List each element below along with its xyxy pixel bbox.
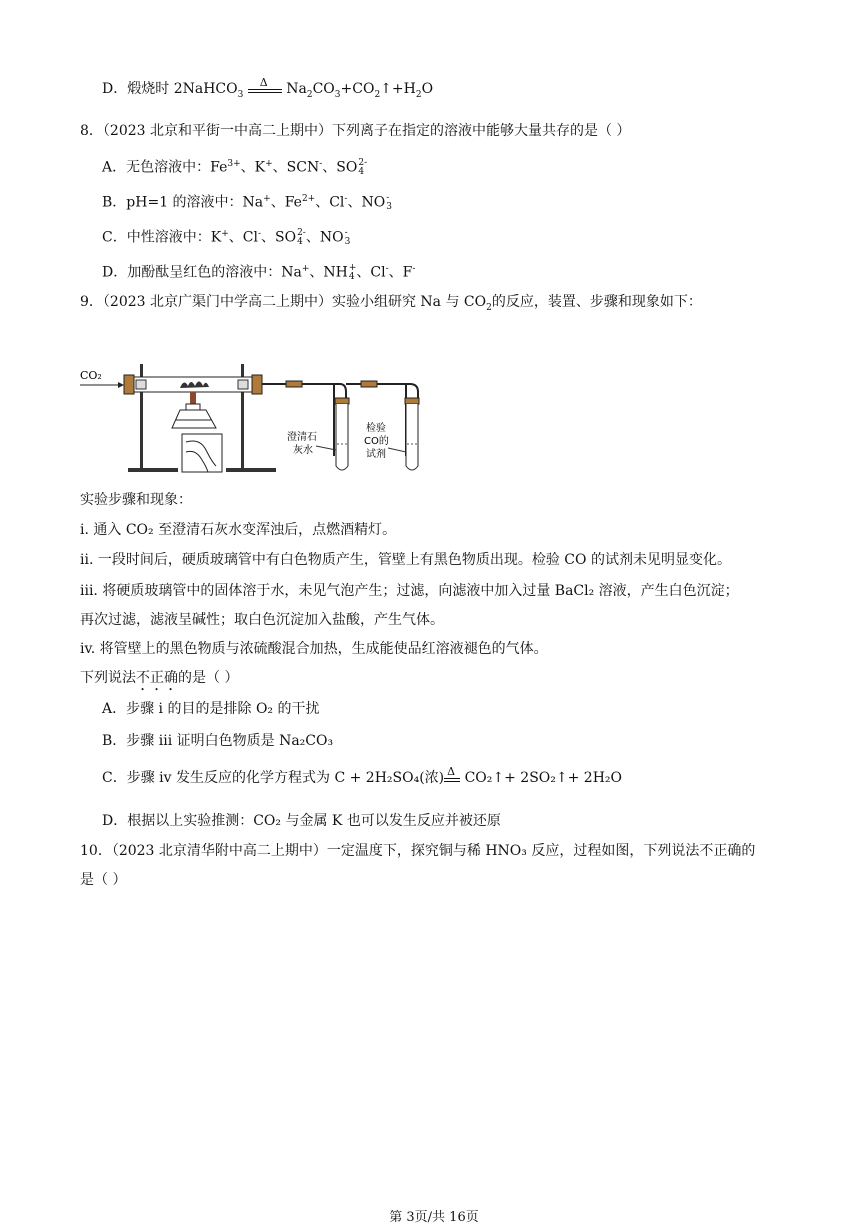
flame [190, 392, 196, 404]
q10-stem-line2: 是（ ） [80, 872, 127, 888]
rubber-joint-2 [361, 381, 377, 387]
q9-stem: 9．（2023 北京广渠门中学高二上期中）实验小组研究 Na 与 $CO_2$的反应，装置、步骤和现象如下： [80, 294, 702, 313]
q9-option-c: C．步骤 iv 发生反应的化学方程式为 C + 2H₂SO₄(浓) Δ CO₂↑+ 2SO₂↑+ 2H₂O [102, 765, 622, 786]
q8-option-b: B．pH=1 的溶液中：Na+、$Fe^{2+}$、Cl-、NO - 3 [102, 192, 392, 212]
test-tube-1 [336, 404, 348, 470]
test-tube-1-stopper [335, 398, 349, 404]
reagent-label-2: CO的 [364, 436, 389, 447]
heat-condition-arrow: Δ [248, 81, 282, 97]
reagent-label-3: 试剂 [366, 449, 386, 460]
q7-equation-lhs: 2NaHCO$_3$ [173, 81, 244, 100]
q8-stem: 8．（2023 北京和平街一中高二上期中）下列离子在指定的溶液中能够大量共存的是（ ） [80, 123, 631, 139]
q8-option-c: C．中性溶液中：K+、Cl-、SO 2- 4 、NO - 3 [102, 227, 351, 247]
q10-stem-line1: 10．（2023 北京清华附中高二上期中）一定温度下，探究铜与稀 HNO₃ 反应，过程如图，下列说法不正确的 [80, 843, 756, 859]
reagent-label-1: 检验 [366, 423, 386, 434]
q7-option-d [102, 76, 434, 105]
right-stand-base [226, 468, 276, 472]
q9-question: 下列说法不正确的是（ ） [80, 670, 239, 686]
q7-equation-rhs: $Na_2CO_3+CO_2↑+H_2O$ [286, 81, 434, 100]
left-stopper [124, 375, 134, 394]
page-footer: 第 3页/共 16页 [389, 1210, 479, 1225]
q8-option-a: A．无色溶液中：$Fe^{3+}$、K+、SCN-、SO 2- 4 [102, 157, 368, 177]
q9-option-a: A．步骤 i 的目的是排除 O₂ 的干扰 [102, 701, 320, 717]
q9-step-i: i. 通入 CO₂ 至澄清石灰水变浑浊后，点燃酒精灯。 [80, 522, 397, 538]
heat-condition-arrow: Δ [444, 770, 460, 786]
alcohol-lamp [172, 410, 216, 428]
q8-option-d: D．加酚酞呈红色的溶液中：Na+、NH + 4 、Cl-、F- [102, 262, 416, 282]
q9-option-b: B．步骤 iii 证明白色物质是 Na₂CO₃ [102, 733, 334, 749]
test-tube-2-stopper [405, 398, 419, 404]
q9-step-ii: ii. 一段时间后，硬质玻璃管中有白色物质产生，管壁上有黑色物质出现。检验 CO 的试剂未见明显变化。 [80, 552, 731, 568]
q7-option-d-label: D．煅烧时 [102, 81, 170, 97]
q9-steps-title: 实验步骤和现象： [80, 492, 192, 508]
test-tube-2 [406, 404, 418, 470]
right-clamp [238, 380, 248, 389]
co2-inlet-label: CO₂ [80, 369, 102, 382]
q9-option-d: D．根据以上实验推测：CO₂ 与金属 K 也可以发生反应并被还原 [102, 813, 501, 829]
left-stand-base [128, 468, 178, 472]
limewater-label-2: 灰水 [293, 445, 313, 456]
left-clamp [136, 380, 146, 389]
right-stopper [252, 375, 262, 394]
experiment-apparatus-figure [76, 358, 438, 480]
rubber-joint-1 [286, 381, 302, 387]
q9-step-iii-line1: iii. 将硬质玻璃管中的固体溶于水，未见气泡产生；过滤，向滤液中加入过量 BaCl₂ 溶液，产生白色沉淀； [80, 583, 739, 599]
wooden-block [182, 434, 222, 472]
limewater-label-1: 澄清石 [287, 432, 317, 443]
q9-step-iii-line2: 再次过滤，滤液呈碱性；取白色沉淀加入盐酸，产生气体。 [80, 612, 444, 628]
q9-step-iv: iv. 将管壁上的黑色物质与浓硫酸混合加热，生成能使品红溶液褪色的气体。 [80, 641, 548, 657]
emphasis-not-correct: 不正确 [136, 670, 178, 686]
